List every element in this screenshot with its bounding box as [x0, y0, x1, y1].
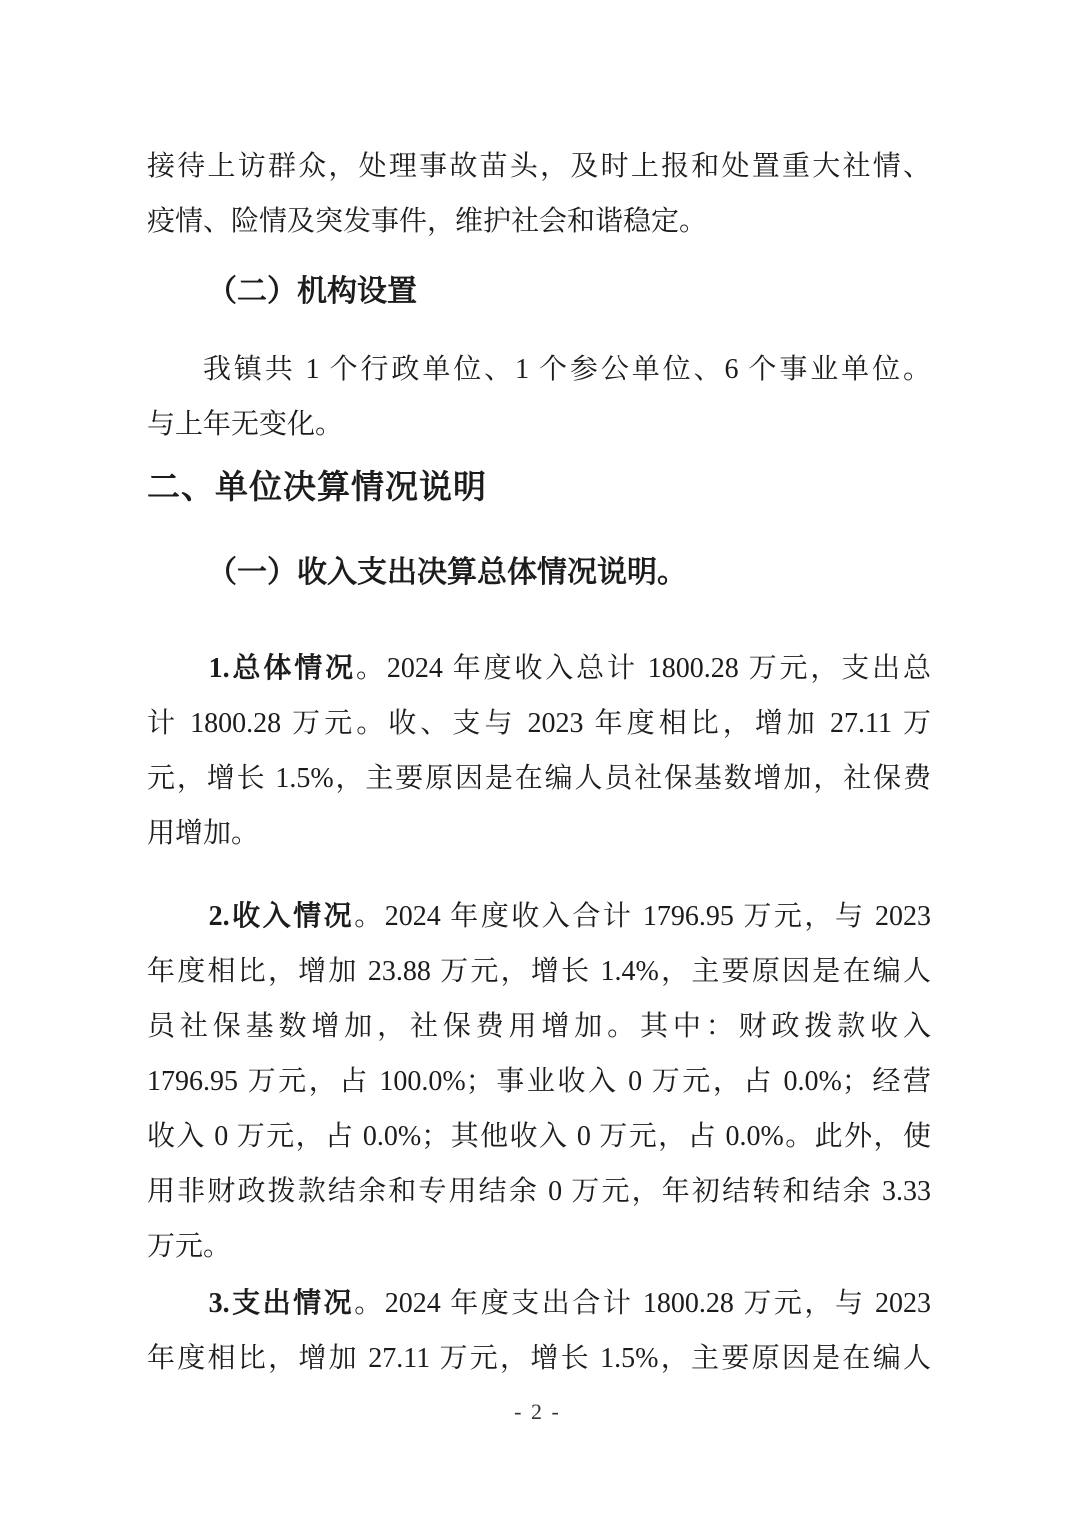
paragraph-line: 我镇共 1 个行政单位、1 个参公单位、6 个事业单位。 — [203, 354, 931, 385]
paragraph-line: 1796.95 万元，占 100.0%；事业收入 0 万元，占 0.0%；经营 — [147, 1066, 931, 1097]
paragraph-continuation — [147, 139, 931, 249]
paragraph-line: 接待上访群众，处理事故苗头，及时上报和处置重大社情、 — [147, 151, 931, 182]
paragraph-line: 用增加。 — [147, 818, 260, 849]
paragraph-lead-bold: 2.收入情况 — [208, 901, 355, 932]
paragraph-line: 年度相比，增加 27.11 万元，增长 1.5%，主要原因是在编人 — [147, 1343, 931, 1374]
paragraph-income — [147, 889, 931, 1274]
paragraph-line — [147, 1276, 931, 1331]
paragraph-overall — [147, 641, 931, 861]
paragraph-org-setup — [147, 342, 931, 452]
paragraph-expenditure — [147, 1276, 931, 1386]
paragraph-text: 。2024 年度收入合计 1796.95 万元，与 2023 — [354, 901, 931, 932]
paragraph-line: 收入 0 万元，占 0.0%；其他收入 0 万元，占 0.0%。此外，使 — [147, 1121, 931, 1152]
subsection-heading-overview: （一）收入支出决算总体情况说明。 — [207, 556, 687, 589]
paragraph-line: 元，增长 1.5%，主要原因是在编人员社保基数增加，社保费 — [147, 763, 931, 794]
paragraph-lead-bold: 3.支出情况 — [208, 1288, 355, 1319]
paragraph-line: 万元。 — [147, 1231, 232, 1262]
paragraph-line: 计 1800.28 万元。收、支与 2023 年度相比，增加 27.11 万 — [147, 708, 931, 739]
paragraph-line: 疫情、险情及突发事件，维护社会和谐稳定。 — [147, 206, 708, 237]
page-number: - 2 - — [514, 1399, 561, 1424]
paragraph-line: 与上年无变化。 — [147, 409, 344, 440]
paragraph-line: 年度相比，增加 23.88 万元，增长 1.4%，主要原因是在编人 — [147, 956, 931, 987]
paragraph-text: 。2024 年度支出合计 1800.28 万元，与 2023 — [354, 1288, 931, 1319]
paragraph-line — [147, 889, 931, 944]
subsection-heading-org-setup: （二）机构设置 — [207, 275, 417, 308]
paragraph-lead-bold: 1.总体情况 — [208, 653, 356, 684]
paragraph-line: 用非财政拨款结余和专用结余 0 万元，年初结转和结余 3.33 — [147, 1176, 931, 1207]
document-content — [147, 139, 931, 1386]
paragraph-line — [147, 641, 931, 696]
paragraph-text: 。2024 年度收入总计 1800.28 万元，支出总 — [355, 653, 931, 684]
paragraph-line: 员社保基数增加，社保费用增加。其中：财政拨款收入 — [147, 1011, 931, 1042]
main-section-heading: 二、单位决算情况说明 — [147, 468, 487, 505]
